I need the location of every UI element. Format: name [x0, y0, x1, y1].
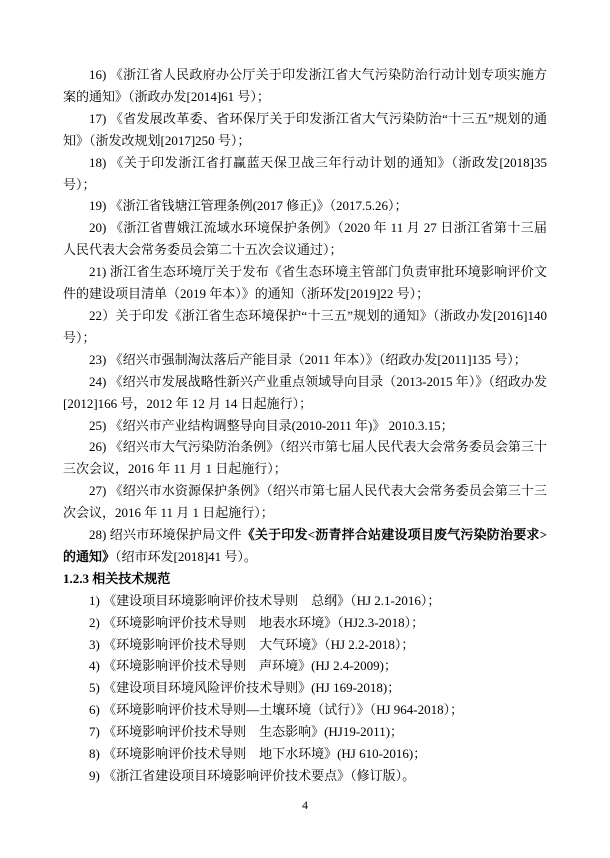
- regulation-item-19: 19) 《浙江省钱塘江管理条例(2017 修正)》（2017.5.26）；: [89, 198, 408, 214]
- regulation-28-prefix: 28) 绍兴市环境保护局文件: [89, 527, 242, 543]
- tech-spec-item-7: 7) 《环境影响评价技术导则 生态影响》(HJ19-2011)；: [89, 724, 404, 740]
- tech-spec-item-3: 3) 《环境影响评价技术导则 大气环境》（HJ 2.2-2018）；: [89, 636, 415, 652]
- regulation-item-16: 16) 《浙江省人民政府办公厅关于印发浙江省大气污染防治行动计划专项实施方案的通知》（浙政办发[2014]61 号）；: [63, 67, 547, 104]
- tech-spec-item-9: 9) 《浙江省建设项目环境影响评价技术要点》（修订版）。: [89, 768, 416, 783]
- regulation-item-20: 20) 《浙江省曹娥江流域水环境保护条例》（2020 年 11 月 27 日浙江省第十三届人民代表大会常务委员会第二十五次会议通过）；: [63, 220, 547, 258]
- regulation-item-18: 18) 《关于印发浙江省打赢蓝天保卫战三年行动计划的通知》（浙政发[2018]35 号）；: [63, 154, 547, 192]
- regulation-item-27: 27) 《绍兴市水资源保护条例》（绍兴市第七届人民代表大会常务委员会第三十三次会议，2016 年 11 月 1 日起施行）；: [63, 483, 547, 521]
- regulation-item-24: 24) 《绍兴市发展战略性新兴产业重点领域导向目录（2013-2015 年）》（绍政办发[2012]166 号，2012 年 12 月 14 日起施行）；: [63, 373, 547, 411]
- tech-spec-item-6: 6) 《环境影响评价技术导则—土壤环境（试行）》（HJ 964-2018）；: [89, 702, 464, 718]
- regulation-28-bold-title: 《关于印发<沥青拌合站建设项目废气污染防治要求>的通知》: [63, 527, 547, 564]
- regulation-item-21: 21) 浙江省生态环境厅关于发布《省生态环境主管部门负责审批环境影响评价文件的建设项目清单（2019 年本）》的通知（浙环发[2019]22 号）；: [63, 264, 547, 302]
- page-footer: [0, 797, 610, 813]
- regulation-item-25: 25) 《绍兴市产业结构调整导向目录(2010-2011 年)》 2010.3.15；: [89, 417, 454, 433]
- tech-spec-item-5: 5) 《建设项目环境风险评价技术导则》(HJ 169-2018)；: [89, 680, 401, 696]
- regulation-item-26: 26) 《绍兴市大气污染防治条例》（绍兴市第七届人民代表大会常务委员会第三十三次会议，2016 年 11 月 1 日起施行）；: [63, 439, 547, 477]
- document-body: [63, 64, 547, 787]
- page-number: 4: [302, 798, 308, 812]
- regulation-item-23: 23) 《绍兴市强制淘汰落后产能目录（2011 年本）》（绍政办发[2011]135 号）；: [89, 351, 527, 367]
- regulation-item-28: [63, 524, 547, 568]
- tech-spec-item-1: 1) 《建设项目环境影响评价技术导则 总纲》（HJ 2.1-2016）；: [89, 592, 441, 608]
- regulation-28-suffix: （绍市环发[2018]41 号）。: [115, 548, 257, 564]
- tech-spec-item-2: 2) 《环境影响评价技术导则 地表水环境》（HJ2.3-2018）；: [89, 614, 425, 630]
- tech-spec-item-8: 8) 《环境影响评价技术导则 地下水环境》(HJ 610-2016)；: [89, 746, 427, 762]
- regulation-item-17: 17) 《省发展改革委、省环保厅关于印发浙江省大气污染防治“十三五”规划的通知》（浙发改规划[2017]250 号）；: [63, 110, 547, 148]
- section-heading-1-2-3: 1.2.3 相关技术规范: [63, 570, 171, 586]
- tech-spec-item-4: 4) 《环境影响评价技术导则 声环境》(HJ 2.4-2009)；: [89, 658, 398, 674]
- regulation-item-22: 22）关于印发《浙江省生态环境保护“十三五”规划的通知》（浙政办发[2016]140 号）；: [63, 307, 547, 345]
